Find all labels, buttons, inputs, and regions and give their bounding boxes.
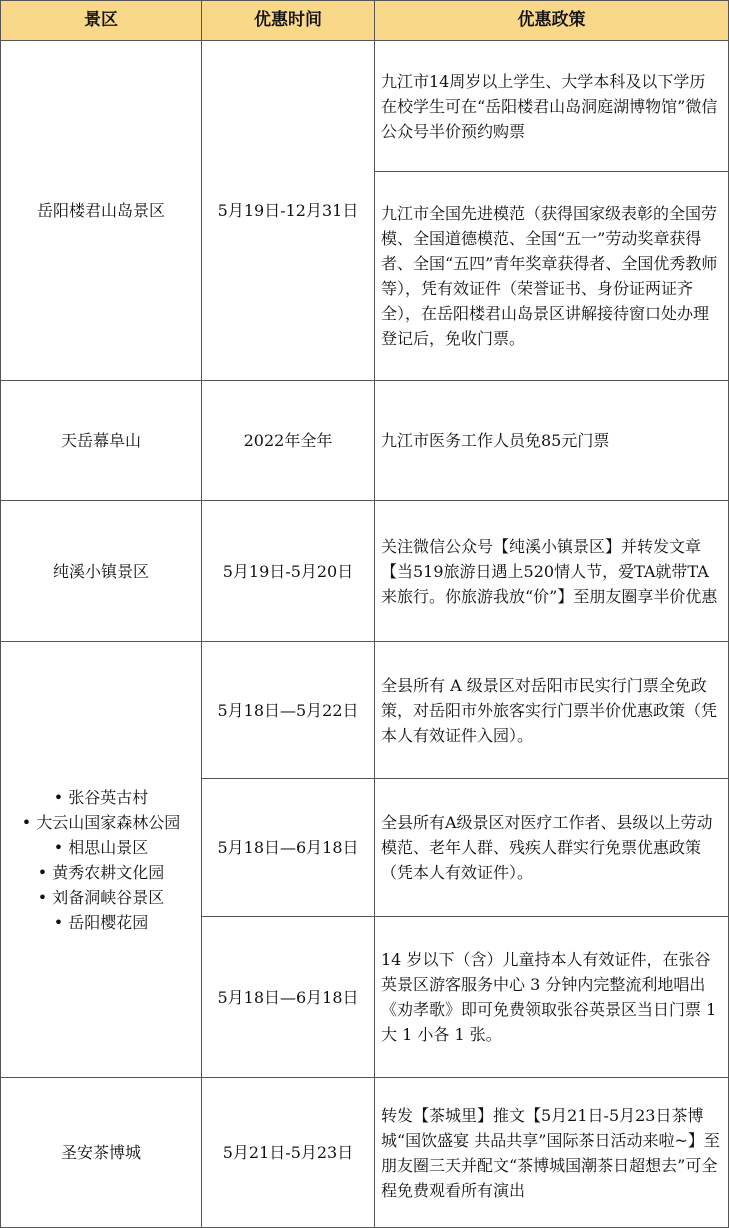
- scenic-area-cell: 圣安茶博城: [1, 1078, 202, 1228]
- discount-time-cell: 5月19日-5月20日: [202, 501, 375, 642]
- list-item: • 张谷英古村: [53, 787, 149, 807]
- column-header-scenic-area: 景区: [1, 1, 202, 41]
- list-item: • 黄秀农耕文化园: [37, 862, 165, 882]
- table-row: [1, 41, 729, 172]
- policy-cell: 九江市医务工作人员免85元门票: [375, 381, 729, 501]
- policy-cell: 全县所有 A 级景区对岳阳市民实行门票全免政策，对岳阳市外旅客实行门票半价优惠政策（凭本人有效证件入园）。: [375, 642, 729, 779]
- table-header-row: [1, 1, 729, 41]
- list-item: • 岳阳樱花园: [53, 912, 149, 932]
- discount-time-cell: 5月18日—6月18日: [202, 779, 375, 917]
- scenic-area-cell: 岳阳楼君山岛景区: [1, 41, 202, 381]
- discount-time-cell: 5月21日-5月23日: [202, 1078, 375, 1228]
- scenic-area-list: [1, 785, 201, 935]
- discount-time-cell: 5月18日—6月18日: [202, 917, 375, 1078]
- scenic-area-cell: 纯溪小镇景区: [1, 501, 202, 642]
- table-row: [1, 501, 729, 642]
- discount-time-cell: 5月19日-12月31日: [202, 41, 375, 381]
- scenic-area-cell: 天岳幕阜山: [1, 381, 202, 501]
- table-row: [1, 381, 729, 501]
- policy-cell: 全县所有A级景区对医疗工作者、县级以上劳动模范、老年人群、残疾人群实行免票优惠政策（凭本人有效证件）。: [375, 779, 729, 917]
- table-row: [1, 642, 729, 779]
- column-header-discount-time: 优惠时间: [202, 1, 375, 41]
- table-row: [1, 1078, 729, 1228]
- policy-cell: 转发【茶城里】推文【5月21日-5月23日茶博城“国饮盛宴 共品共享”国际茶日活动来啦~】至朋友圈三天并配文“茶博城国潮茶日超想去”可全程免费观看所有演出: [375, 1078, 729, 1228]
- column-header-discount-policy: 优惠政策: [375, 1, 729, 41]
- list-item: • 刘备洞峡谷景区: [37, 887, 165, 907]
- list-item: • 大云山国家森林公园: [21, 812, 181, 832]
- policy-cell: 九江市14周岁以上学生、大学本科及以下学历在校学生可在“岳阳楼君山岛洞庭湖博物馆”微信公众号半价预约购票: [375, 41, 729, 172]
- discount-time-cell: 2022年全年: [202, 381, 375, 501]
- discount-time-cell: 5月18日—5月22日: [202, 642, 375, 779]
- policy-cell: 关注微信公众号【纯溪小镇景区】并转发文章【当519旅游日遇上520情人节，爱TA就带TA来旅行。你旅游我放“价”】至朋友圈享半价优惠: [375, 501, 729, 642]
- policy-cell: 九江市全国先进模范（获得国家级表彰的全国劳模、全国道德模范、全国“五一”劳动奖章获得者、全国“五四”青年奖章获得者、全国优秀教师等），凭有效证件（荣誉证书、身份证两证齐全），在岳阳楼君山岛景区讲解接待窗口处办理登记后，免收门票。: [375, 172, 729, 381]
- list-item: • 相思山景区: [53, 837, 149, 857]
- policy-cell: 14 岁以下（含）儿童持本人有效证件，在张谷英景区游客服务中心 3 分钟内完整流利地唱出《劝孝歌》即可免费领取张谷英景区当日门票 1 大 1 小各 1 张。: [375, 917, 729, 1078]
- scenic-area-list-cell: [1, 642, 202, 1078]
